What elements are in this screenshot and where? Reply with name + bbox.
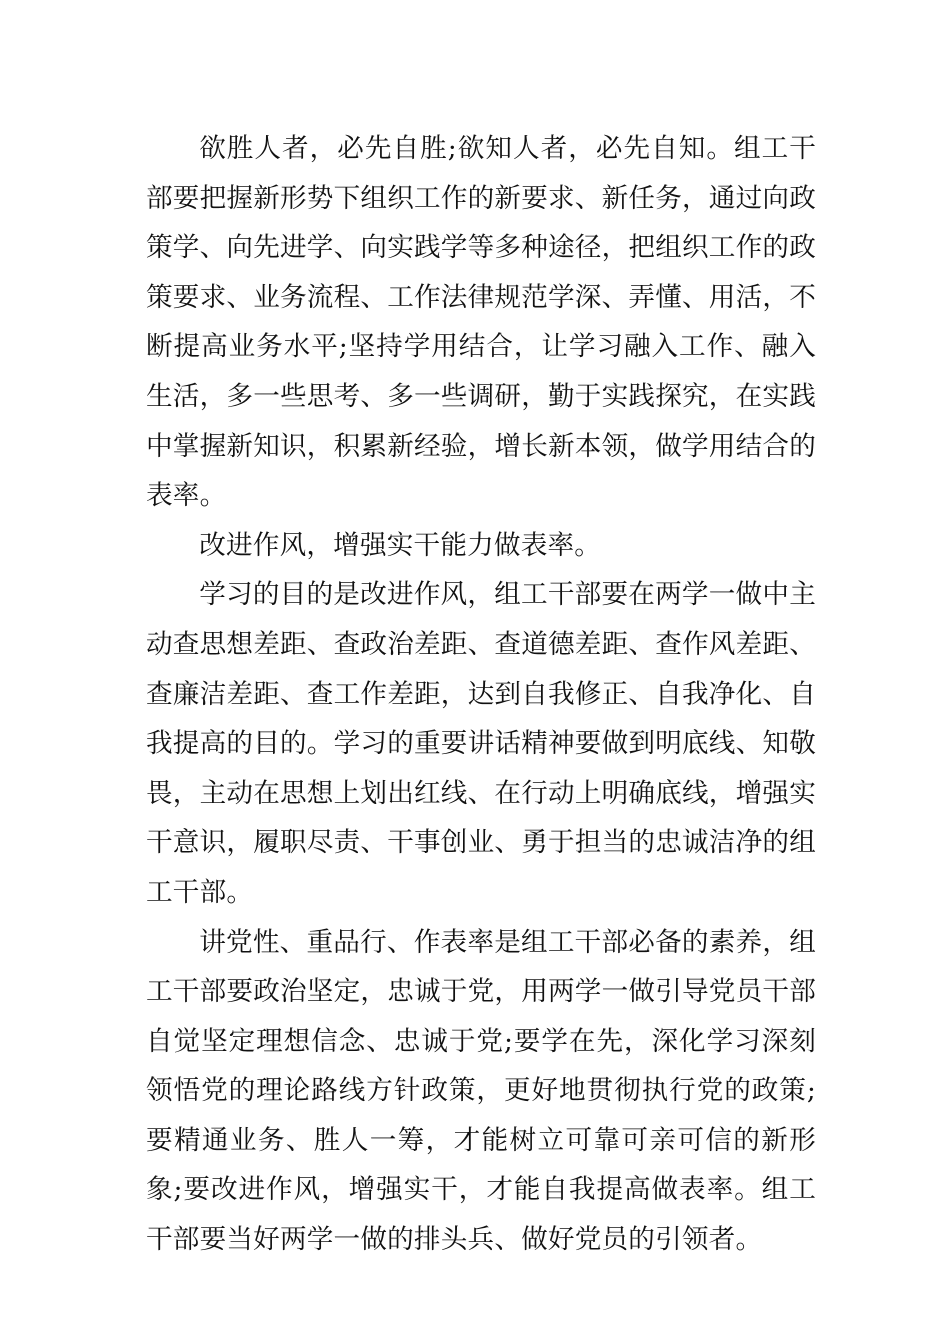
- document-body: [146, 124, 816, 1265]
- paragraph-section-heading: 改进作风，增强实干能力做表率。: [199, 529, 602, 561]
- paragraph-learning-application: 欲胜人者，必先自胜;欲知人者，必先自知。组工干部要把握新形势下组织工作的新要求、新任务，通过向政策学、向先进学、向实践学等多种途径，把组织工作的政策要求、业务流程、工作法律规范学深、弄懂、用活，不断提高业务水平;坚持学用结合，让学习融入工作、融入生活，多一些思考、多一些调研，勤于实践探究，在实践中掌握新知识，积累新经验，增长新本领，做学用结合的表率。: [146, 133, 816, 512]
- paragraph-improve-style: 学习的目的是改进作风，组工干部要在两学一做中主动查思想差距、查政治差距、查道德差距、查作风差距、查廉洁差距、查工作差距，达到自我修正、自我净化、自我提高的目的。学习的重要讲话精神要做到明底线、知敬畏，主动在思想上划出红线、在行动上明确底线，增强实干意识，履职尽责、干事创业、勇于担当的忠诚洁净的组工干部。: [146, 579, 816, 908]
- paragraph-party-spirit: 讲党性、重品行、作表率是组工干部必备的素养，组工干部要政治坚定，忠诚于党，用两学一做引导党员干部自觉坚定理想信念、忠诚于党;要学在先，深化学习深刻领悟党的理论路线方针政策，更好地贯彻执行党的政策;要精通业务、胜人一筹，才能树立可靠可亲可信的新形象;要改进作风，增强实干，才能自我提高做表率。组工干部要当好两学一做的排头兵、做好党员的引领者。: [146, 926, 816, 1256]
